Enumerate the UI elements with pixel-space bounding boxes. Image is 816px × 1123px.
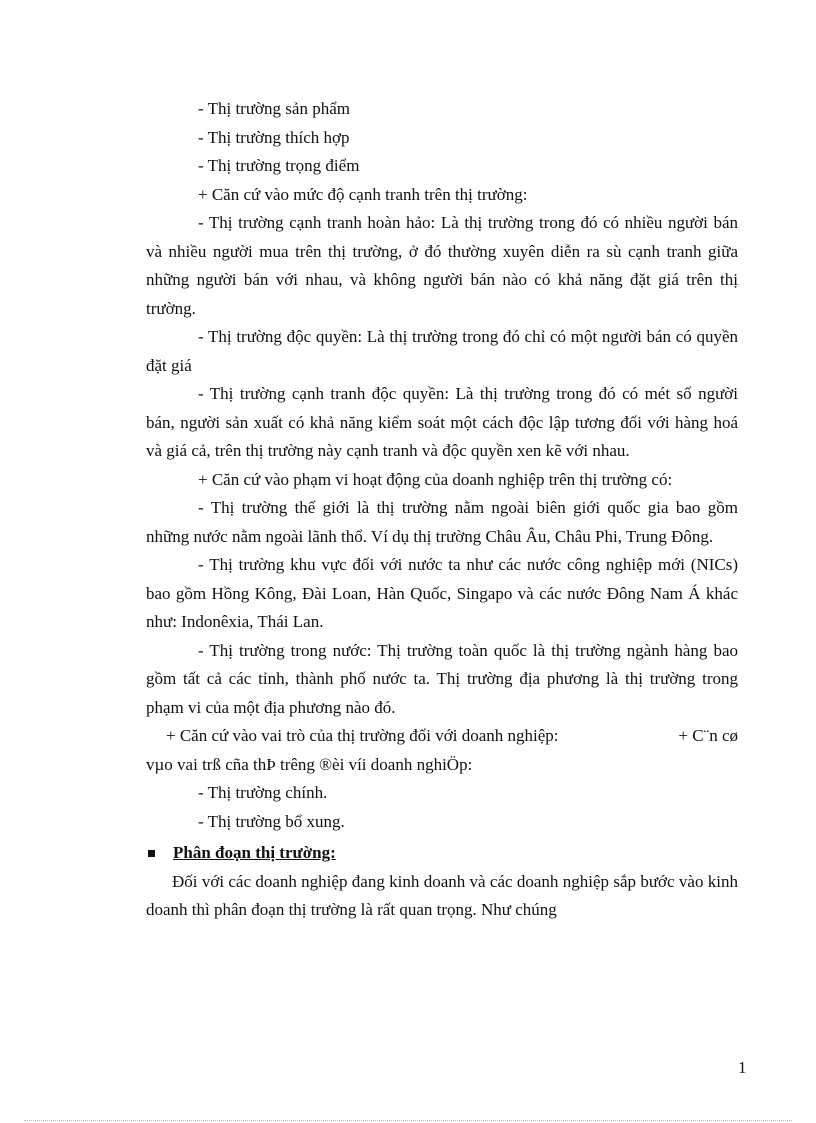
body-paragraph: - Thị trường khu vực đối với nước ta như các nước công nghiệp mới (NICs) bao gồm Hồng Kông, Đài Loan, Hàn Quốc, Singapo và các nước Đông Nam Á khác như: Indonêxia, Thái Lan. <box>146 555 738 631</box>
list-item: - Thị trường sản phẩm <box>198 99 350 118</box>
criterion-paragraph: + Căn cứ vào mức độ cạnh tranh trên thị trường: <box>198 184 528 204</box>
page-number: 1 <box>738 1058 747 1077</box>
body-paragraph: - Thị trường độc quyền: Là thị trường trong đó chỉ có một người bán có quyền đặt giá <box>146 327 738 375</box>
square-bullet-icon <box>148 850 155 857</box>
garbled-text-continuation: vµo vai trß cña thÞ trêng ®èi víi doanh nghiÖp: <box>146 754 473 774</box>
criterion-paragraph-role <box>146 722 738 751</box>
criterion-role-text: + Căn cứ vào vai trò của thị trường đối với doanh nghiệp: <box>166 726 559 745</box>
list-item: - Thị trường thích hợp <box>198 127 350 147</box>
list-item: - Thị trường chính. <box>198 783 328 802</box>
list-item: - Thị trường bổ xung. <box>198 811 345 831</box>
body-paragraph: - Thị trường cạnh tranh hoàn hảo: Là thị trường trong đó có nhiều người bán và nhiều người mua trên thị trường, ở đó thường xuyên diễn ra sù cạnh tranh giữa những người bán với nhau, và không người bán nào có khả năng đặt giá trên thị trường. <box>146 213 738 318</box>
footer-divider <box>24 1120 792 1121</box>
section-heading-text: Phân đoạn thị trường: <box>173 843 336 862</box>
body-paragraph: Đối với các doanh nghiệp đang kinh doanh và các doanh nghiệp sắp bước vào kinh doanh thì phân đoạn thị trường là rất quan trọng. Như chúng <box>146 871 738 919</box>
criterion-paragraph: + Căn cứ vào phạm vi hoạt động của doanh nghiệp trên thị trường có: <box>198 469 673 489</box>
body-paragraph: - Thị trường trong nước: Thị trường toàn quốc là thị trường ngành hàng bao gồm tất cả các tỉnh, thành phố nước ta. Thị trường địa phương là thị trường trong phạm vi của một địa phương nào đó. <box>146 640 738 717</box>
garbled-text: + C¨n cø <box>678 726 738 745</box>
section-heading <box>146 839 738 868</box>
document-body <box>146 95 738 925</box>
list-item: - Thị trường trọng điểm <box>198 156 360 175</box>
body-paragraph: - Thị trường cạnh tranh độc quyền: Là thị trường trong đó có mét số người bán, người sản xuất có khả năng kiểm soát một cách độc lập tương đối với hàng hoá và giá cả, trên thị trường này cạnh tranh và độc quyền xen kẽ với nhau. <box>146 384 738 460</box>
body-paragraph: - Thị trường thế giới là thị trường nằm ngoài biên giới quốc gia bao gồm những nước nằm ngoài lãnh thổ. Ví dụ thị trường Châu Âu, Châu Phi, Trung Đông. <box>146 498 738 546</box>
